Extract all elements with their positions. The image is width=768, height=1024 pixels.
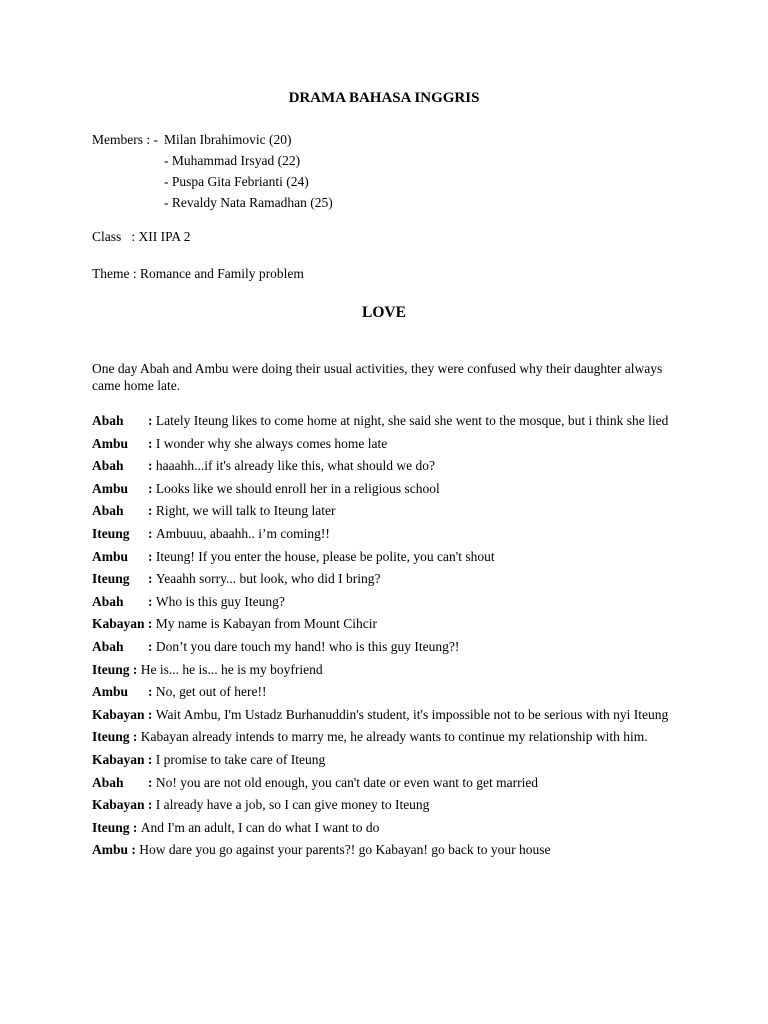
dialogue-line: Ambu : Looks like we should enroll her in a religious school (92, 478, 682, 501)
dialogue-text: Who is this guy Iteung? (155, 593, 285, 609)
dialogue-line: Ambu : No, get out of here!! (92, 681, 682, 704)
speaker-name: Abah (92, 413, 124, 428)
dialogue-text: No! you are not old enough, you can't date or even want to get married (155, 774, 539, 790)
member-item: Milan Ibrahimovic (20) (164, 132, 292, 147)
speaker-name: Kabayan (92, 797, 145, 813)
dialogue-line: Iteung : Kabayan already intends to marry me, he already wants to continue my relationship with him. (92, 726, 682, 749)
drama-subtitle: LOVE (362, 304, 406, 321)
speaker-name: Ambu (92, 480, 129, 496)
theme-line: Theme : Romance and Family problem (92, 266, 304, 281)
dialogue-line: Iteung : Ambuuu, abaahh.. i’m coming!! (92, 523, 682, 546)
dialogue-line: Abah : Don’t you dare touch my hand! who is this guy Iteung?! (92, 636, 682, 659)
intro-paragraph: One day Abah and Ambu were doing their usual activities, they were confused why their daughter always came home late. (92, 361, 663, 393)
dialogue-line: Kabayan : I promise to take care of Iteung (92, 749, 682, 772)
speaker-name: Iteung (92, 661, 130, 677)
dialogue-line: Abah : haaahh...if it's already like this, what should we do? (92, 455, 682, 478)
dialogue-text: I already have a job, so I can give money to Iteung (155, 797, 430, 813)
member-item: - Puspa Gita Febrianti (24) (164, 174, 309, 189)
dialogue-text: Kabayan already intends to marry me, he already wants to continue my relationship with him. (140, 729, 648, 745)
class-line: Class : XII IPA 2 (92, 229, 191, 244)
speaker-name: Kabayan (92, 616, 145, 632)
dialogue-line: Iteung : And I'm an adult, I can do what I want to do (92, 817, 682, 840)
dialogue-line: Abah : Who is this guy Iteung? (92, 591, 682, 614)
dialogue-line: Ambu : I wonder why she always comes home late (92, 433, 682, 456)
dialogue-text: I wonder why she always comes home late (155, 435, 388, 451)
speaker-name: Iteung (92, 729, 130, 745)
speaker-name: Iteung (92, 819, 130, 835)
dialogue-line: Kabayan : My name is Kabayan from Mount Cihcir (92, 613, 682, 636)
dialogue-text: Don’t you dare touch my hand! who is this guy Iteung?! (155, 638, 460, 654)
dialogue (92, 410, 682, 862)
document-title: DRAMA BAHASA INGGRIS (288, 90, 480, 106)
dialogue-text: My name is Kabayan from Mount Cihcir (155, 616, 377, 632)
speaker-name: Kabayan (92, 706, 145, 722)
members-row (92, 150, 333, 171)
dialogue-text: Ambuuu, abaahh.. i’m coming!! (155, 525, 330, 541)
members-list (92, 129, 333, 213)
dialogue-line: Kabayan : I already have a job, so I can give money to Iteung (92, 794, 682, 817)
dialogue-line: Iteung : He is... he is... he is my boyfriend (92, 659, 682, 682)
dialogue-text: Yeaahh sorry... but look, who did I bring? (155, 571, 381, 587)
speaker-name: Abah (92, 503, 124, 519)
dialogue-text: And I'm an adult, I can do what I want to do (140, 819, 380, 835)
speaker-name: Abah (92, 638, 124, 654)
dialogue-text: I promise to take care of Iteung (155, 751, 326, 767)
members-row (92, 171, 333, 192)
speaker-name: Ambu (92, 842, 129, 858)
dialogue-text: He is... he is... he is my boyfriend (140, 661, 323, 677)
speaker-name: Ambu (92, 435, 129, 451)
members-label: Members : - (92, 132, 158, 147)
speaker-name: Abah (92, 593, 124, 609)
dialogue-line: Iteung : Yeaahh sorry... but look, who did I bring? (92, 568, 682, 591)
dialogue-text: Iteung! If you enter the house, please be polite, you can't shout (155, 548, 495, 564)
dialogue-line: Kabayan : Wait Ambu, I'm Ustadz Burhanuddin's student, it's impossible not to be serious with nyi Iteung (92, 704, 682, 727)
dialogue-line: Abah : Right, we will talk to Iteung later (92, 500, 682, 523)
members-row (92, 129, 333, 150)
speaker-name: Ambu (92, 548, 129, 564)
dialogue-text: No, get out of here!! (155, 684, 267, 700)
speaker-name: Abah (92, 774, 124, 790)
dialogue-text: haaahh...if it's already like this, what should we do? (155, 458, 435, 474)
dialogue-line: Ambu : Iteung! If you enter the house, please be polite, you can't shout (92, 546, 682, 569)
dialogue-text: Lately Iteung likes to come home at night, she said she went to the mosque, but i think she lied (155, 413, 669, 428)
dialogue-text: Looks like we should enroll her in a religious school (155, 480, 440, 496)
dialogue-text: How dare you go against your parents?! go Kabayan! go back to your house (139, 842, 551, 858)
dialogue-text: Wait Ambu, I'm Ustadz Burhanuddin's student, it's impossible not to be serious with nyi Iteung (155, 706, 669, 722)
members-row (92, 192, 333, 213)
dialogue-line: Abah : Lately Iteung likes to come home at night, she said she went to the mosque, but i think she lied (92, 410, 682, 433)
speaker-name: Abah (92, 458, 124, 474)
speaker-name: Kabayan (92, 751, 145, 767)
speaker-name: Ambu (92, 684, 129, 700)
dialogue-line: Ambu : How dare you go against your parents?! go Kabayan! go back to your house (92, 839, 682, 862)
dialogue-text: Right, we will talk to Iteung later (155, 503, 336, 519)
member-item: - Muhammad Irsyad (22) (164, 153, 301, 168)
member-item: - Revaldy Nata Ramadhan (25) (164, 195, 333, 210)
speaker-name: Iteung (92, 525, 130, 541)
speaker-name: Iteung (92, 571, 130, 587)
dialogue-line: Abah : No! you are not old enough, you can't date or even want to get married (92, 772, 682, 795)
